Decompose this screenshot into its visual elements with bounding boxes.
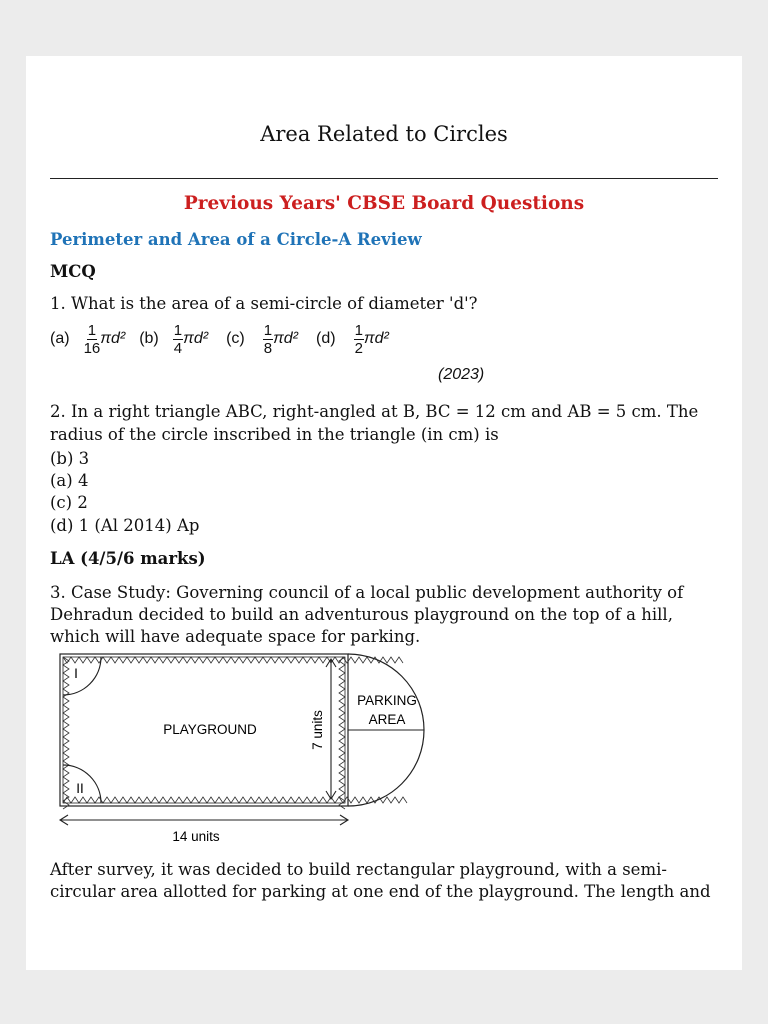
option-c-label: (c): [226, 330, 245, 347]
question-1-year: (2023): [438, 366, 485, 383]
playground-diagram: [50, 648, 470, 848]
question-2-option-1: (b) 3: [50, 449, 90, 468]
question-2-line-2: radius of the circle inscribed in the triangle (in cm) is: [50, 425, 499, 444]
option-b-expression: πd²: [183, 330, 209, 347]
page-subtitle: Previous Years' CBSE Board Questions: [183, 193, 585, 214]
parking-label-line-1: PARKING: [357, 693, 417, 708]
option-d-fraction: $\frac{1}{2}$: [354, 321, 363, 357]
corner-arc-top: [63, 657, 101, 695]
question-3-line-1: 3. Case Study: Governing council of a local public development authority of: [50, 583, 684, 602]
after-survey-line-1: After survey, it was decided to build rectangular playground, with a semi-: [50, 860, 667, 879]
width-label: 7 units: [310, 710, 325, 750]
question-2-option-3: (c) 2: [50, 493, 88, 512]
parking-label-line-2: AREA: [368, 712, 406, 727]
option-a-label: (a): [50, 330, 70, 347]
corner-label-bottom: II: [76, 781, 84, 796]
question-1-text: 1. What is the area of a semi-circle of diameter 'd'?: [50, 294, 478, 313]
option-c-fraction: $\frac{1}{8}$: [263, 321, 273, 357]
option-a-expression: πd²: [100, 330, 126, 347]
length-label: 14 units: [172, 829, 220, 844]
option-d-label: (d): [316, 330, 336, 347]
option-c-expression: πd²: [273, 330, 299, 347]
la-heading: LA (4/5/6 marks): [50, 549, 206, 568]
question-1-options: [50, 319, 389, 359]
document-page: [26, 56, 742, 970]
question-2-line-1: 2. In a right triangle ABC, right-angled at B, BC = 12 cm and AB = 5 cm. The: [50, 402, 699, 421]
option-b-label: (b): [139, 330, 159, 347]
question-3-line-2: Dehradun decided to build an adventurous playground on the top of a hill,: [50, 605, 673, 624]
title-divider: [50, 178, 718, 179]
question-3-line-3: which will have adequate space for parking.: [50, 627, 421, 646]
width-arrow: [326, 659, 336, 799]
mcq-heading: MCQ: [50, 262, 96, 281]
question-2-option-4: (d) 1 (Al 2014) Ap: [50, 516, 200, 535]
length-arrow: [60, 815, 348, 825]
page-title: Area Related to Circles: [260, 122, 508, 146]
question-2-option-2: (a) 4: [50, 471, 89, 490]
option-a-fraction: $\frac{1}{16}$: [83, 321, 101, 357]
option-b-fraction: $\frac{1}{4}$: [173, 321, 183, 357]
corner-label-top: I: [74, 666, 78, 681]
section-heading: Perimeter and Area of a Circle-A Review: [50, 230, 422, 249]
option-d-expression: πd²: [363, 330, 389, 347]
after-survey-line-2: circular area allotted for parking at one end of the playground. The length and: [50, 882, 711, 901]
playground-label: PLAYGROUND: [163, 722, 257, 737]
